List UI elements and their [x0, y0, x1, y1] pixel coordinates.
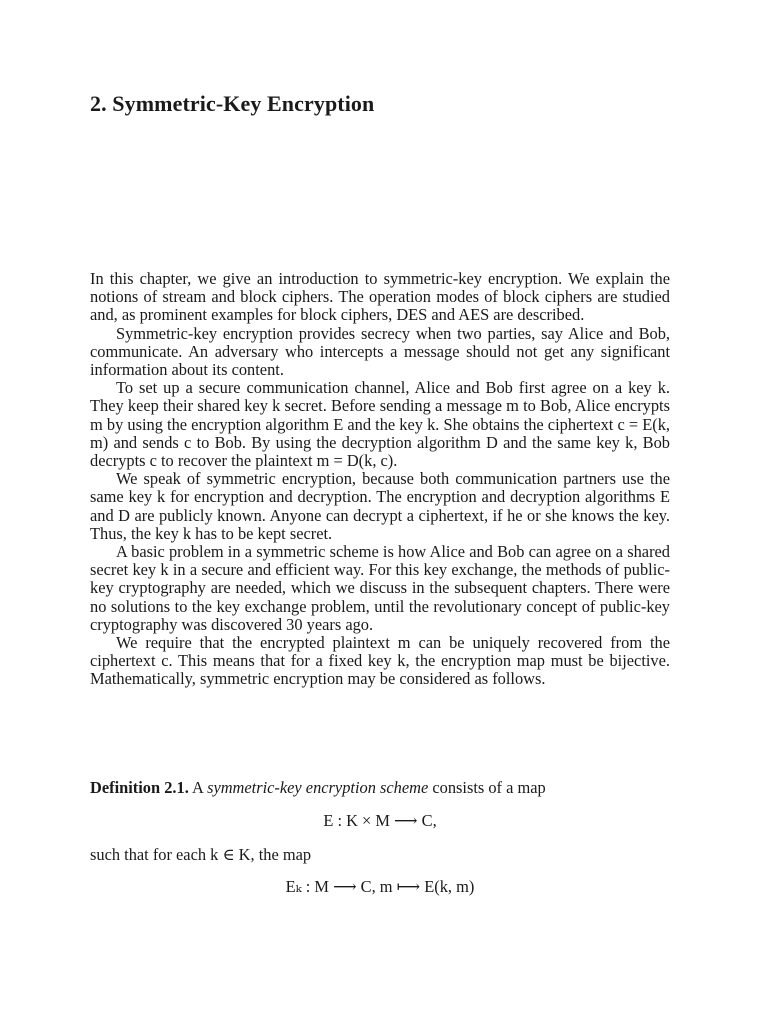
chapter-body — [90, 270, 670, 689]
paragraph-bijective: We require that the encrypted plaintext m can be uniquely recovered from the ciphertext c. This means that for a fixed key k, the encryption map must be bijective. Mathematically, symmetric encryption may be considered as follows. — [90, 633, 670, 689]
definition-label: Definition 2.1. — [90, 778, 189, 797]
paragraph-intro: In this chapter, we give an introduction to symmetric-key encryption. We explain the notions of stream and block ciphers. The operation modes of block ciphers are studied and, as prominent examples for block ciphers, DES and AES are described. — [90, 269, 670, 325]
definition-continuation: such that for each k ∈ K, the map — [90, 845, 312, 864]
definition-2-1 — [90, 779, 670, 797]
definition-pre: A — [192, 778, 203, 797]
paragraph-secrecy: Symmetric-key encryption provides secrecy when two parties, say Alice and Bob, communicate. An adversary who intercepts a message should not get any significant information about its content. — [90, 323, 670, 380]
paragraph-key-exchange: A basic problem in a symmetric scheme is how Alice and Bob can agree on a shared secret key k in a secure and efficient way. For this key exchange, the methods of public-key cryptography are needed, which we discuss in the subsequent chapters. There were no solutions to the key exchange problem, until the revolutionary concept of public-key cryptography was discovered 30 years ago. — [90, 542, 670, 634]
definition-post: consists of a map — [432, 778, 546, 797]
formula-encryption-map: E : K × M ⟶ C, — [323, 811, 437, 830]
document-page — [90, 0, 670, 1024]
definition-term: symmetric-key encryption scheme — [207, 778, 429, 797]
chapter-title: 2. Symmetric-Key Encryption — [90, 91, 375, 116]
paragraph-channel: To set up a secure communication channel, Alice and Bob first agree on a key k. They keep their shared key k secret. Before sending a message m to Bob, Alice encrypts m by using the encryption algorithm E and the key k. She obtains the ciphertext c = E(k, m) and sends c to Bob. By using the decryption algorithm D and the same key k, Bob decrypts c to recover the plaintext m = D(k, c). — [90, 378, 670, 471]
paragraph-symmetric: We speak of symmetric encryption, because both communication partners use the same key k for encryption and decryption. The encryption and decryption algorithms E and D are publicly known. Anyone can decrypt a ciphertext, if he or she knows the key. Thus, the key k has to be kept secret. — [90, 469, 670, 543]
formula-keyed-map: Eₖ : M ⟶ C, m ⟼ E(k, m) — [285, 877, 475, 896]
